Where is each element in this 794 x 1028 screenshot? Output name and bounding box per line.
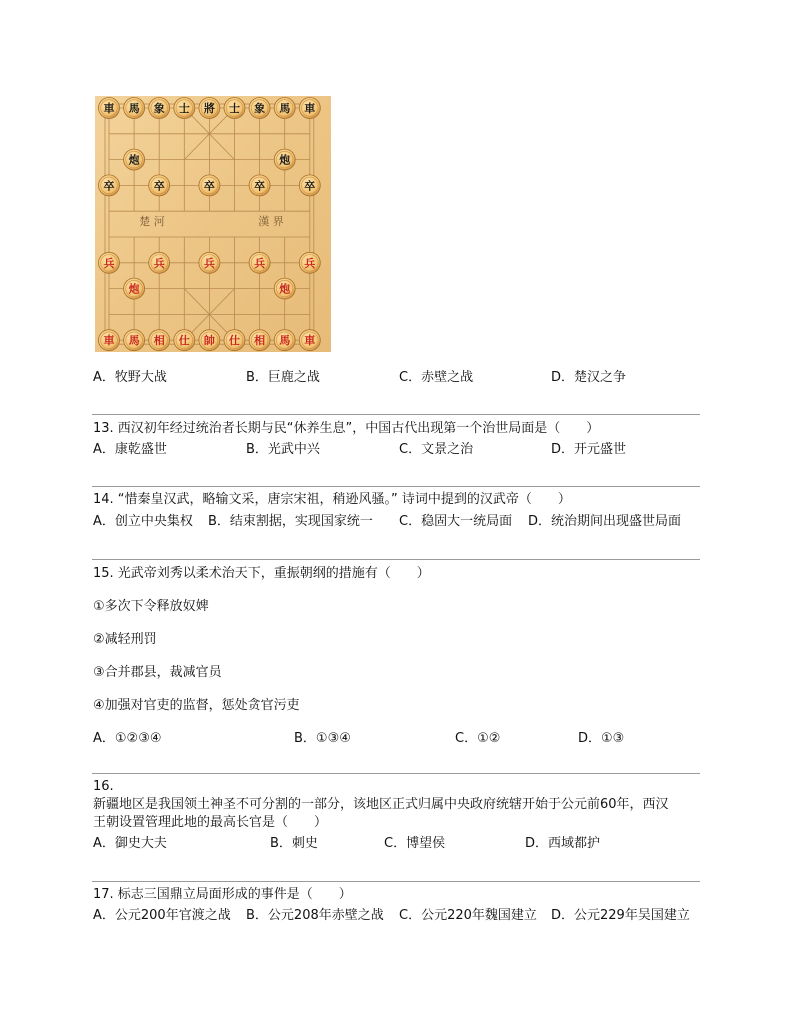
piece-label: 仕 [178, 334, 190, 348]
piece-label: 相 [254, 334, 266, 348]
piece-label: 將 [203, 102, 215, 115]
q15-item-3: ③合并郡县，裁减官员 [93, 665, 222, 680]
red-cannon [124, 278, 145, 299]
piece-label: 士 [178, 102, 190, 115]
q15-option-d: D．①③ [578, 731, 625, 746]
piece-label: 馬 [128, 334, 140, 348]
piece-label: 車 [304, 102, 316, 115]
divider-line [92, 486, 700, 487]
divider-line [92, 559, 700, 560]
q13-stem: 13. 西汉初年经过统治者长期与民“休养生息”，中国古代出现第一个治世局面是（ ） [93, 421, 600, 436]
black-cannon [274, 149, 295, 170]
q16-option-a: A．御史大夫 [93, 836, 167, 851]
divider-line [92, 773, 700, 774]
red-piece [149, 330, 170, 351]
piece-label: 兵 [304, 256, 316, 270]
divider-line [92, 881, 700, 882]
piece-label: 兵 [103, 256, 115, 270]
divider-line [92, 414, 700, 415]
black-piece [224, 98, 245, 119]
black-soldier [149, 175, 170, 196]
black-soldier [199, 175, 220, 196]
black-cannon [124, 149, 145, 170]
board-background [95, 96, 331, 352]
black-piece [124, 98, 145, 119]
q14-option-d: D．统治期间出现盛世局面 [528, 514, 682, 529]
piece-label: 象 [153, 102, 165, 115]
piece-label: 炮 [128, 153, 140, 167]
piece-label: 仕 [229, 334, 240, 348]
q14-option-c: C．稳固大一统局面 [399, 514, 513, 529]
q13-option-d: D．开元盛世 [551, 442, 627, 457]
black-piece [174, 98, 195, 119]
piece-label: 卒 [153, 179, 165, 193]
q12-option-d: D．楚汉之争 [551, 370, 627, 385]
piece-label: 卒 [304, 179, 316, 193]
red-soldier [249, 252, 270, 273]
black-piece [249, 98, 270, 119]
piece-label: 炮 [279, 153, 291, 167]
piece-label: 馬 [279, 102, 291, 115]
piece-label: 炮 [128, 282, 140, 296]
q15-item-4: ④加强对官吏的监督，惩处贪官污吏 [93, 698, 300, 713]
q12-option-a: A．牧野大战 [93, 370, 167, 385]
piece-label: 車 [103, 334, 115, 348]
q13-option-b: B．光武中兴 [246, 442, 320, 457]
red-soldier [299, 252, 320, 273]
river-right-label: 漢 界 [258, 215, 284, 228]
red-piece [299, 330, 320, 351]
piece-label: 卒 [254, 179, 266, 193]
black-soldier [299, 175, 320, 196]
piece-label: 兵 [203, 256, 215, 270]
piece-label: 炮 [279, 282, 291, 296]
q13-option-a: A．康乾盛世 [93, 442, 167, 457]
piece-label: 馬 [279, 334, 291, 348]
q16-option-d: D．西域都护 [525, 836, 601, 851]
q15-option-c: C．①② [455, 731, 501, 746]
q15-option-a: A．①②③④ [93, 731, 162, 746]
red-piece [124, 330, 145, 351]
q15-item-2: ②减轻刑罚 [93, 632, 157, 647]
q15-option-b: B．①③④ [294, 731, 351, 746]
black-piece [99, 98, 120, 119]
q17-option-a: A．公元200年官渡之战 [93, 908, 231, 923]
q17-option-b: B．公元208年赤壁之战 [246, 908, 384, 923]
q14-stem: 14. “惜秦皇汉武，略输文采，唐宗宋祖，稍逊风骚。” 诗词中提到的汉武帝（ ） [93, 492, 571, 507]
q16-number: 16. [93, 779, 114, 794]
black-piece [199, 98, 220, 119]
q14-option-b: B．结束割据，实现国家统一 [208, 514, 373, 529]
piece-label: 兵 [254, 256, 266, 270]
red-soldier [149, 252, 170, 273]
black-soldier [99, 175, 120, 196]
piece-label: 士 [229, 102, 240, 115]
red-piece [199, 330, 220, 351]
black-piece [274, 98, 295, 119]
piece-label: 相 [153, 334, 165, 348]
red-soldier [199, 252, 220, 273]
red-piece [274, 330, 295, 351]
q16-stem-line1: 新疆地区是我国领土神圣不可分割的一部分，该地区正式归属中央政府统辖开始于公元前60年，西汉 [93, 797, 669, 812]
piece-label: 卒 [103, 179, 115, 193]
red-soldier [99, 252, 120, 273]
piece-label: 車 [103, 102, 115, 115]
xiangqi-board-image [95, 96, 331, 352]
black-soldier [249, 175, 270, 196]
q14-option-a: A．创立中央集权 [93, 514, 193, 529]
q16-option-b: B．刺史 [270, 836, 318, 851]
black-piece [299, 98, 320, 119]
q12-option-b: B．巨鹿之战 [246, 370, 320, 385]
piece-label: 帥 [203, 334, 215, 348]
river-left-label: 楚 河 [139, 215, 165, 228]
q15-stem: 15. 光武帝刘秀以柔术治天下，重振朝纲的措施有（ ） [93, 566, 430, 581]
q17-option-c: C．公元220年魏国建立 [399, 908, 537, 923]
q12-option-c: C．赤壁之战 [399, 370, 474, 385]
piece-label: 馬 [128, 102, 140, 115]
piece-label: 卒 [203, 179, 215, 193]
black-piece [149, 98, 170, 119]
red-piece [224, 330, 245, 351]
q17-stem: 17. 标志三国鼎立局面形成的事件是（ ） [93, 887, 352, 902]
red-piece [99, 330, 120, 351]
red-piece [249, 330, 270, 351]
red-cannon [274, 278, 295, 299]
piece-label: 車 [304, 334, 316, 348]
q17-option-d: D．公元229年吴国建立 [551, 908, 690, 923]
q16-option-c: C．博望侯 [384, 836, 446, 851]
q13-option-c: C．文景之治 [399, 442, 474, 457]
red-piece [174, 330, 195, 351]
piece-label: 兵 [153, 256, 165, 270]
q16-stem-line2: 王朝设置管理此地的最高长官是（ ） [93, 815, 328, 830]
q15-item-1: ①多次下令释放奴婢 [93, 599, 209, 614]
piece-label: 象 [254, 102, 266, 115]
